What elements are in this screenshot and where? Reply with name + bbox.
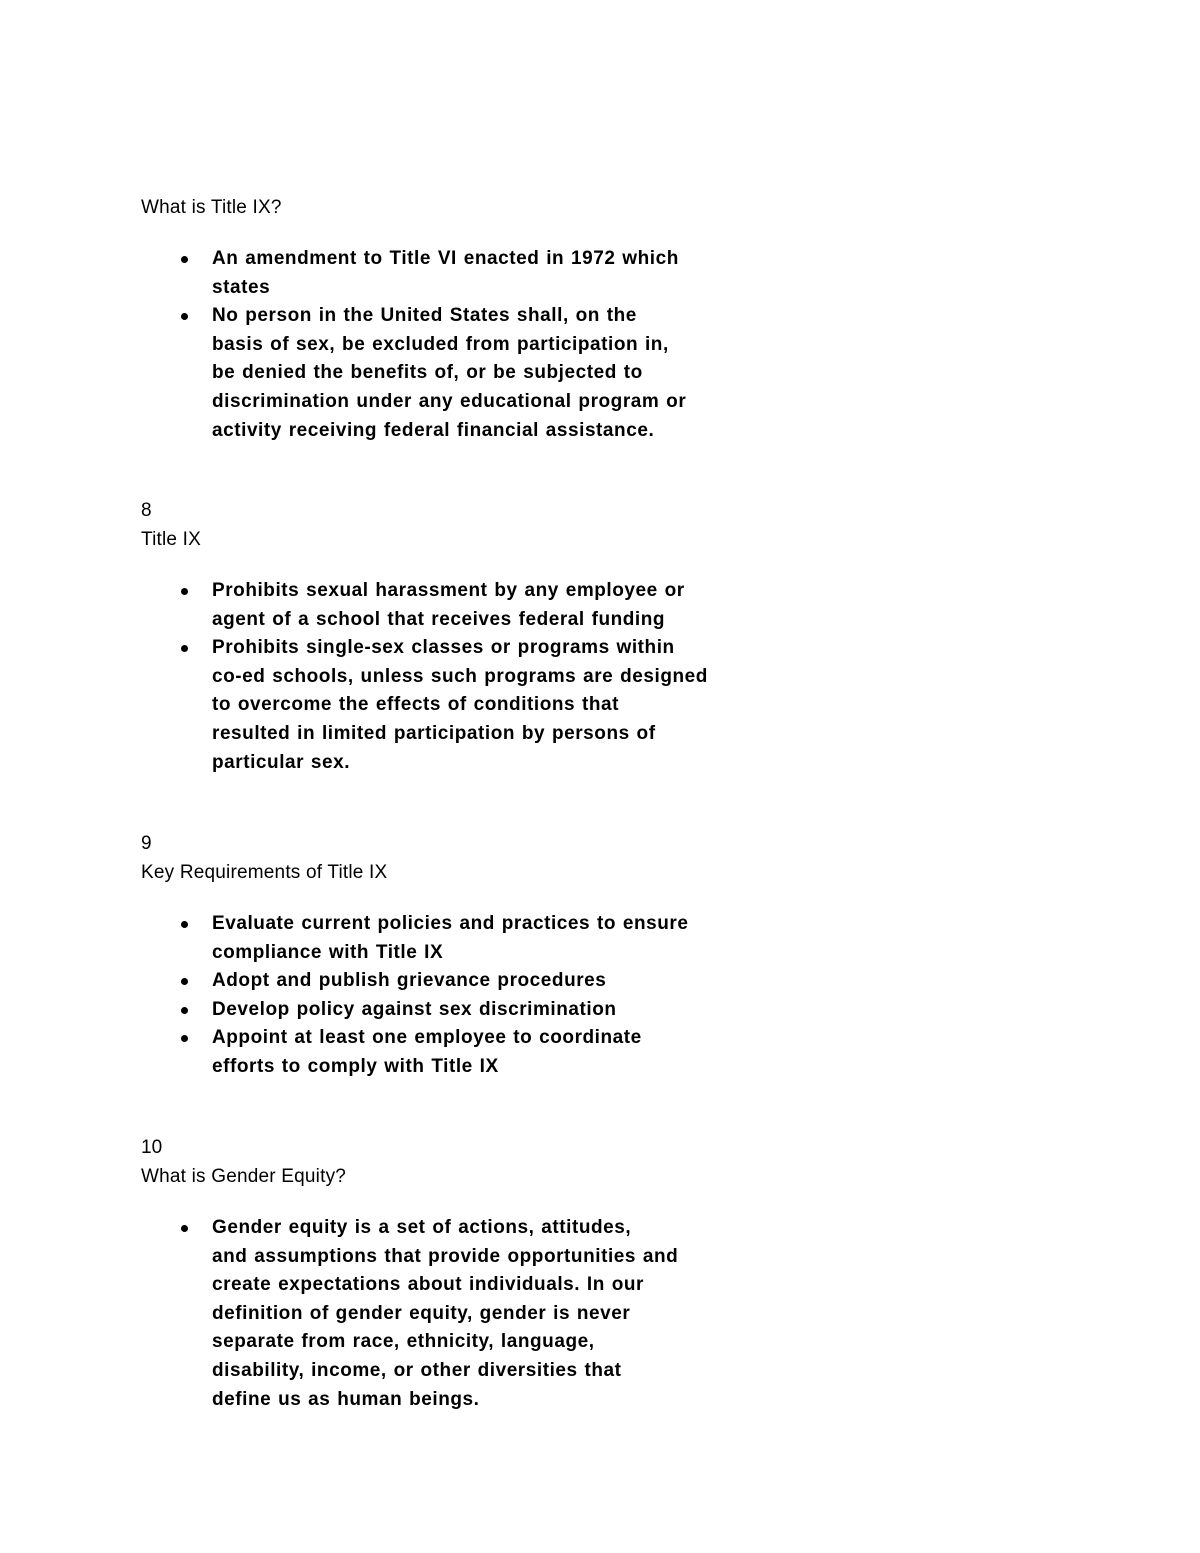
bullet-list bbox=[141, 1214, 761, 1414]
list-item bbox=[141, 967, 761, 996]
list-item-text: Adopt and publish grievance procedures bbox=[212, 970, 607, 992]
section-heading: Key Requirements of Title IX bbox=[141, 862, 388, 883]
bullet-dot-icon bbox=[181, 256, 188, 263]
section-heading: What is Title IX? bbox=[141, 197, 282, 218]
list-item bbox=[141, 577, 761, 634]
list-item bbox=[141, 996, 761, 1025]
bullet-dot-icon bbox=[181, 1007, 188, 1014]
list-item-text: No person in the United States shall, on the basis of sex, be excluded from participation in, be denied the benefits of, or be subjected to discrimination under any educational program or activity receiving federal financial assistance. bbox=[212, 305, 687, 441]
section-heading: Title IX bbox=[141, 529, 202, 550]
list-item-text: Appoint at least one employee to coordinate efforts to comply with Title IX bbox=[212, 1027, 642, 1077]
list-item-text: Prohibits single-sex classes or programs within co-ed schools, unless such programs are designed to overcome the effects of conditions that resulted in limited participation by persons of particular sex. bbox=[212, 637, 708, 773]
bullet-dot-icon bbox=[181, 921, 188, 928]
bullet-dot-icon bbox=[181, 645, 188, 652]
section-heading: What is Gender Equity? bbox=[141, 1166, 347, 1187]
bullet-dot-icon bbox=[181, 313, 188, 320]
bullet-list bbox=[141, 910, 761, 1082]
bullet-dot-icon bbox=[181, 978, 188, 985]
list-item bbox=[141, 910, 761, 967]
bullet-list bbox=[141, 577, 761, 777]
list-item-text: An amendment to Title VI enacted in 1972 which states bbox=[212, 248, 679, 298]
bullet-list bbox=[141, 245, 761, 445]
list-item-text: Develop policy against sex discrimination bbox=[212, 998, 617, 1020]
bullet-dot-icon bbox=[181, 1225, 188, 1232]
section-key-requirements bbox=[141, 829, 761, 1082]
list-item-text: Evaluate current policies and practices to ensure compliance with Title IX bbox=[212, 913, 689, 963]
section-title-ix bbox=[141, 496, 761, 777]
list-item bbox=[141, 1024, 761, 1081]
section-number: 10 bbox=[141, 1137, 163, 1158]
section-number: 8 bbox=[141, 500, 152, 521]
list-item bbox=[141, 1214, 761, 1414]
list-item bbox=[141, 302, 761, 445]
list-item-text: Gender equity is a set of actions, attitudes, and assumptions that provide opportunities and create expectations about individuals. In our definition of gender equity, gender is never separate from race, ethnicity, language, disability, income, or other diversities that define us as human beings. bbox=[212, 1217, 679, 1410]
section-number: 9 bbox=[141, 833, 152, 854]
bullet-dot-icon bbox=[181, 588, 188, 595]
list-item bbox=[141, 245, 761, 302]
section-what-is-title-ix bbox=[141, 193, 761, 445]
bullet-dot-icon bbox=[181, 1035, 188, 1042]
list-item-text: Prohibits sexual harassment by any employee or agent of a school that receives federal funding bbox=[212, 580, 685, 630]
list-item bbox=[141, 634, 761, 777]
section-gender-equity bbox=[141, 1133, 761, 1414]
